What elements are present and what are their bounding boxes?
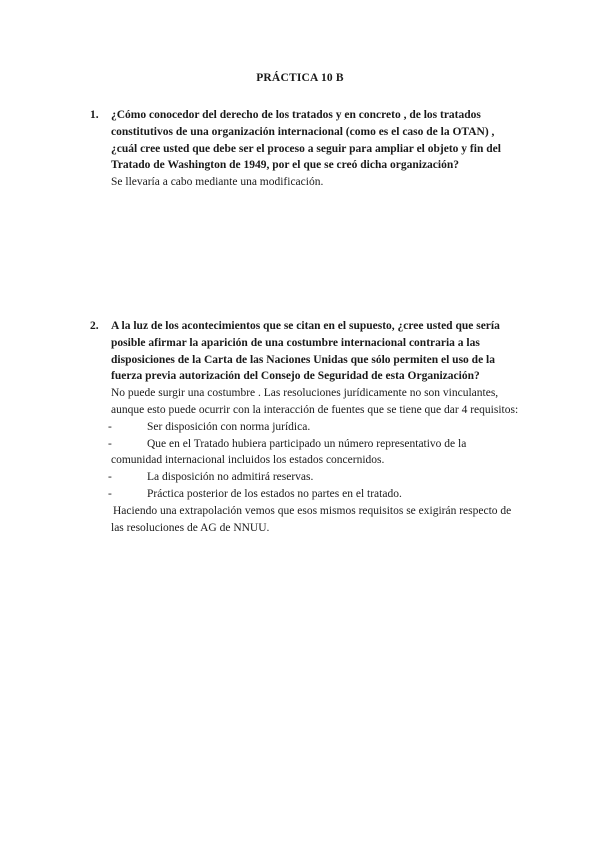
list-item xyxy=(108,436,520,470)
list-item-text: La disposición no admitirá reservas. xyxy=(147,471,314,484)
answer-text: Se llevaría a cabo mediante una modificación. xyxy=(111,176,324,189)
list-item xyxy=(108,419,520,436)
question-text: A la luz de los acontecimientos que se citan en el supuesto, ¿cree usted que sería posible afirmar la aparición de una costumbre internacional contraria a las disposiciones de la Carta de las Naciones Unidas que sólo permiten el uso de la fuerza previa autorización del Consejo de Seguridad de esta Organización? xyxy=(111,320,500,383)
bullet-marker: - xyxy=(108,471,112,484)
answer-text: No puede surgir una costumbre . Las resoluciones jurídicamente no son vinculantes, aunque esto puede ocurrir con la interacción de fuentes que se tiene que dar 4 requisitos: xyxy=(111,387,519,416)
list-item-text: Práctica posterior de los estados no partes en el tratado. xyxy=(147,487,402,500)
question-1 xyxy=(90,107,520,191)
page-title: PRÁCTICA 10 B xyxy=(256,72,344,84)
bullet-marker: - xyxy=(108,437,112,450)
list-item xyxy=(108,469,520,486)
question-2 xyxy=(90,318,520,536)
question-number: 2. xyxy=(90,320,99,332)
closing-text: Haciendo una extrapolación vemos que esos mismos requisitos se exigirán respecto de las resoluciones de AG de NNUU. xyxy=(111,504,512,534)
list-item-text: Ser disposición con norma jurídica. xyxy=(147,420,311,433)
list-item xyxy=(108,486,520,503)
question-text: ¿Cómo conocedor del derecho de los tratados y en concreto , de los tratados constitutivos de una organización internacional (como es el caso de la OTAN) , ¿cuál cree usted que debe ser el proceso a seguir para ampliar el objeto y fin del Tratado de Washington de 1949, por el que se creó dicha organización? xyxy=(111,109,501,172)
question-number: 1. xyxy=(90,109,99,121)
list-item-text: Que en el Tratado hubiera participado un número representativo de la comunidad internacional incluidos los estados concernidos. xyxy=(111,437,467,467)
bullet-marker: - xyxy=(108,420,112,433)
bullet-marker: - xyxy=(108,487,112,500)
